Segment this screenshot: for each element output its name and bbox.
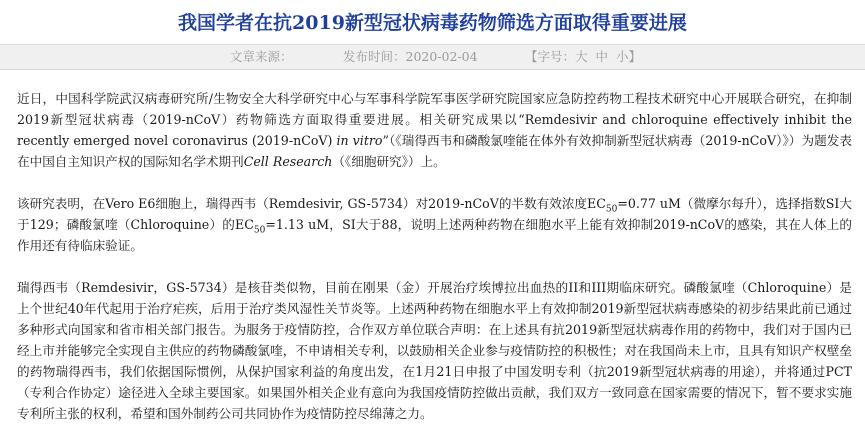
- p2-text-b: =0.77 uM（微摩尔每升），选择指数SI大于129；磷酸氯喹（Chloroquine）的EC: [17, 196, 852, 232]
- p2-sub-2: 50: [253, 225, 266, 236]
- publish-date: [343, 45, 478, 69]
- paragraph-intro: [17, 88, 852, 172]
- p1-journal-name: Cell Research: [243, 154, 333, 169]
- p2-text-c: =1.13 uM，SI大于88，说明上述两种药物在细胞水平上能有效抑制2019-nCoV的感染，其在人体上的作用还有待临床验证。: [17, 217, 852, 253]
- date-label: 发布时间：: [343, 49, 406, 64]
- font-size-large-button[interactable]: 大: [575, 49, 588, 64]
- article-body: [17, 88, 852, 424]
- font-size-label-close: 】: [628, 49, 641, 64]
- p1-text-a: 近日，中国科学院武汉病毒研究所/生物安全大科学研究中心与军事科学院军事医学研究院国家应急防控药物工程技术研究中心开展联合研究，在抑制2019新型冠状病毒（2019-nCoV）药物筛选方面取得重要进展。相关研究成果以“Remdesivir and chloroquine effectively inhibit the recently emerged novel coronavirus (2019-nCoV): [17, 91, 852, 148]
- font-size-control: [525, 45, 641, 69]
- p1-in-vitro: in vitro: [336, 133, 383, 148]
- font-size-medium-button[interactable]: 中: [595, 49, 608, 64]
- paragraph-results: [17, 193, 852, 256]
- source-label: 文章来源：: [230, 49, 293, 64]
- article-meta-bar: [0, 44, 865, 70]
- font-size-label-open: 【字号：: [525, 49, 576, 64]
- p1-text-c: ”（《瑞得西韦和磷酸氯喹能在体外有效抑制新型冠状病毒（2019-nCoV）》）为题发表在中国自主知识产权的国际知名学术期刊: [17, 133, 853, 169]
- font-size-small-button[interactable]: 小: [615, 49, 629, 64]
- p2-sub-1: 50: [605, 204, 618, 215]
- date-value: 2020-02-04: [405, 49, 478, 64]
- p2-text-a: 该研究表明，在Vero E6细胞上，瑞得西韦（Remdesivir, GS-5734）对2019-nCoV的半数有效浓度EC: [17, 196, 606, 211]
- p1-text-e: （《细胞研究》）上。: [332, 154, 446, 169]
- paragraph-statement: 瑞得西韦（Remdesivir，GS-5734）是核苷类似物，目前在刚果（金）开展治疗埃博拉出血热的II和III期临床研究。磷酸氯喹（Chloroquine）是上个世纪40年代起用于治疗疟疾，后用于治疗类风湿性关节炎等。上述两种药物在细胞水平上有效抑制2019新型冠状病毒感染的初步结果此前已通过多种形式向国家和省市相关部门报告。为服务于疫情防控，合作双方单位联合声明：在上述具有抗2019新型冠状病毒作用的药物中，我们对于国内已经上市并能够完全实现自主供应的药物磷酸氯喹，不申请相关专利，以鼓励相关企业参与疫情防控的积极性；对在我国尚未上市，且具有知识产权壁垒的药物瑞得西韦，我们依据国际惯例，从保护国家利益的角度出发，在1月21日申报了中国发明专利（抗2019新型冠状病毒的用途），并将通过PCT（专利合作协定）途径进入全球主要国家。如果国外相关企业有意向为我国疫情防控做出贡献，我们双方一致同意在国家需要的情况下，暂不要求实施专利所主张的权利，希望和国外制药公司共同协作为疫情防控尽绵薄之力。: [17, 280, 852, 421]
- article-title: 我国学者在抗2019新型冠状病毒药物筛选方面取得重要进展: [178, 12, 687, 34]
